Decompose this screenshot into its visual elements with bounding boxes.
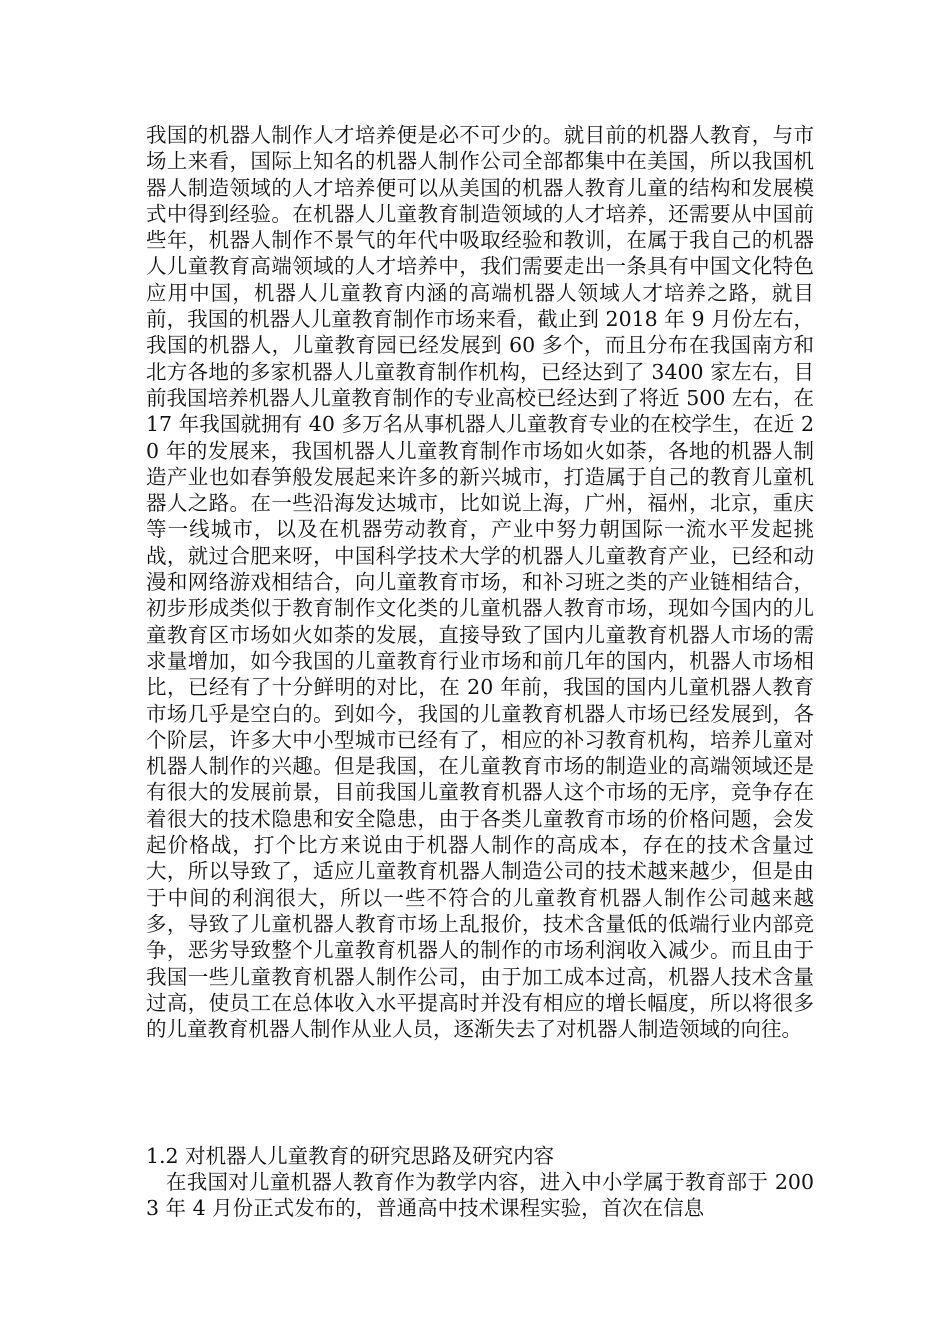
body-paragraph: 我国的机器人制作人才培养便是必不可少的。就目前的机器人教育，与市场上来看，国际上知名的机器人制作公司全部都集中在美国，所以我国机器人制造领域的人才培养便可以从美国的机器人教育儿童的结构和发展模式中得到经验。在机器人儿童教育制造领域的人才培养，还需要从中国前些年，机器人制作不景气的年代中吸取经验和教训，在属于我自己的机器人儿童教育高端领域的人才培养中，我们需要走出一条具有中国文化特色应用中国，机器人儿童教育内涵的高端机器人领域人才培养之路，就目前，我国的机器人儿童教育制作市场来看，截止到 2018 年 9 月份左右，我国的机器人，儿童教育园已经发展到 60 多个，而且分布在我国南方和北方各地的多家机器人儿童教育制作机构，已经达到了 3400 家左右，目前我国培养机器人儿童教育制作的专业高校已经达到了将近 500 左右，在 17 年我国就拥有 40 多万名从事机器人儿童教育专业的在校学生，在近 20 年的发展来，我国机器人儿童教育制作市场如火如荼，各地的机器人制造产业也如春笋般发展起来许多的新兴城市，打造属于自己的教育儿童机器人之路。在一些沿海发达城市，比如说上海，广州，福州，北京，重庆等一线城市，以及在机器劳动教育，产业中努力朝国际一流水平发起挑战，就过合肥来呀，中国科学技术大学的机器人儿童教育产业，已经和动漫和网络游戏相结合，向儿童教育市场，和补习班之类的产业链相结合，初步形成类似于教育制作文化类的儿童机器人教育市场，现如今国内的儿童教育区市场如火如荼的发展，直接导致了国内儿童教育机器人市场的需求量增加，如今我国的儿童教育行业市场和前几年的国内，机器人市场相比，已经有了十分鲜明的对比，在 20 年前，我国的国内儿童机器人教育市场几乎是空白的。到如今，我国的儿童教育机器人市场已经发展到，各个阶层，许多大中小型城市已经有了，相应的补习教育机构，培养儿童对机器人制作的兴趣。但是我国，在儿童教育市场的制造业的高端领域还是有很大的发展前景，目前我国儿童教育机器人这个市场的无序，竞争存在着很大的技术隐患和安全隐患，由于各类儿童教育市场的价格问题，会发起价格战，打个比方来说由于机器人制作的高成本，存在的技术含量过大，所以导致了，适应儿童教育机器人制造公司的技术越来越少，但是由于中间的利润很大，所以一些不符合的儿童教育机器人制作公司越来越多，导致了儿童机器人教育市场上乱报价，技术含量低的低端行业内部竞争，恶劣导致整个儿童教育机器人的制作的市场利润收入减少。而且由于我国一些儿童教育机器人制作公司，由于加工成本过高，机器人技术含量过高，使员工在总体收入水平提高时并没有相应的增长幅度，所以将很多的儿童教育机器人制作从业人员，逐渐失去了对机器人制造领域的向往。 <box>146 123 814 1042</box>
body-paragraph-continued: 在我国对儿童机器人教育作为教学内容，进入中小学属于教育部于 2003 年 4 月份正式发布的，普通高中技术课程实验，首次在信息 <box>146 1170 814 1221</box>
section-heading: 1.2 对机器人儿童教育的研究思路及研究内容 <box>146 1144 555 1168</box>
